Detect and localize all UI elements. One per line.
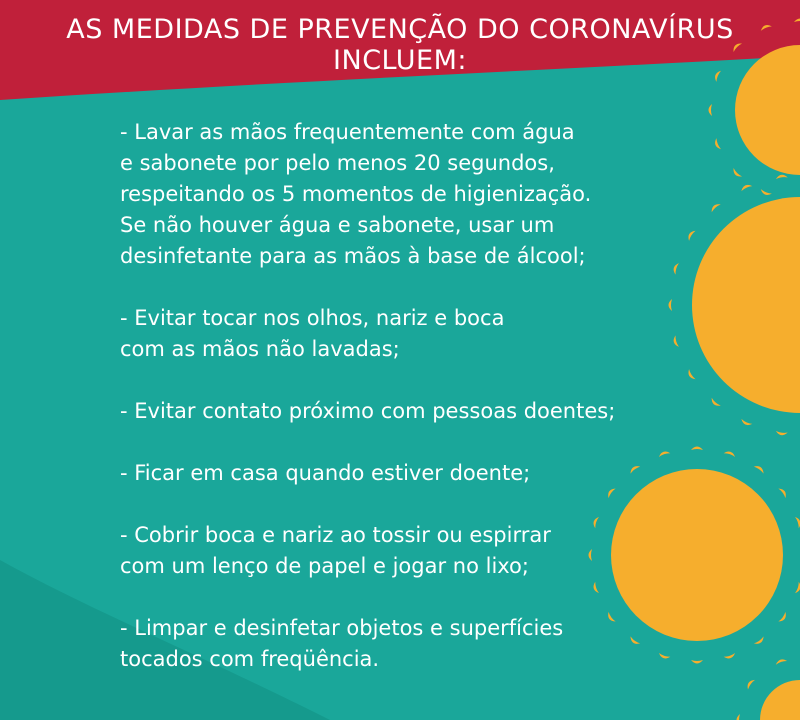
measure-line: - Evitar contato próximo com pessoas doentes; — [120, 399, 616, 423]
sun-disc — [692, 197, 800, 413]
measure-line: Se não houver água e sabonete, usar um — [120, 213, 555, 237]
measure-line: - Evitar tocar nos olhos, nariz e boca — [120, 306, 505, 330]
sun-ray — [713, 138, 721, 150]
sun-icon-corner — [737, 658, 800, 720]
measure-line: e sabonete por pelo menos 20 segundos, — [120, 151, 555, 175]
sun-ray — [740, 419, 752, 427]
measure-line: respeitando os 5 momentos de higienização. — [120, 182, 592, 206]
measure-line: - Lavar as mãos frequentemente com água — [120, 120, 575, 144]
page-title: AS MEDIDAS DE PREVENÇÃO DO CORONAVÍRUS INCLUEM: — [66, 14, 734, 76]
sun-ray — [658, 450, 670, 457]
list-item — [120, 520, 640, 582]
sun-ray — [795, 582, 800, 594]
sun-ray — [778, 486, 788, 498]
measure-line: desinfetante para as mãos à base de álcool; — [120, 244, 586, 268]
measure-line: com um lenço de papel e jogar no lixo; — [120, 554, 529, 578]
sun-ray — [669, 299, 673, 311]
sun-ray — [686, 229, 695, 241]
sun-ray — [672, 262, 679, 274]
sun-ray — [686, 369, 695, 381]
sun-ray — [724, 450, 736, 457]
sun-ray — [709, 398, 720, 409]
sun-ray — [795, 516, 800, 528]
measure-line: - Ficar em casa quando estiver doente; — [120, 461, 531, 485]
sun-ray — [775, 431, 787, 436]
list-item — [120, 613, 640, 675]
measure-line: - Cobrir boca e nariz ao tossir ou espirrar — [120, 523, 551, 547]
sun-ray — [775, 658, 787, 665]
sun-ray — [691, 447, 703, 451]
sun-ray — [709, 202, 720, 213]
sun-ray — [709, 104, 713, 116]
list-item — [120, 117, 640, 272]
sun-ray — [691, 660, 703, 664]
list-item — [120, 458, 640, 489]
sun-ray — [724, 653, 736, 660]
list-item — [120, 303, 640, 365]
sun-ray — [754, 464, 766, 474]
sun-ray — [759, 189, 771, 197]
measures-list — [120, 117, 640, 706]
sun-ray — [672, 335, 679, 347]
sun-ray — [731, 168, 742, 179]
measure-line: tocados com freqüência. — [120, 647, 380, 671]
sun-ray — [775, 174, 787, 179]
sun-ray — [778, 612, 788, 624]
sun-icon-middle — [669, 174, 800, 436]
sun-ray — [745, 678, 755, 690]
sun-ray — [754, 636, 766, 646]
sun-ray — [740, 183, 752, 191]
measure-line: com as mãos não lavadas; — [120, 337, 400, 361]
measure-line: - Limpar e desinfetar objetos e superfícies — [120, 616, 564, 640]
list-item — [120, 396, 640, 427]
sun-disc — [760, 680, 800, 720]
sun-ray — [737, 714, 741, 720]
sun-ray — [658, 653, 670, 660]
